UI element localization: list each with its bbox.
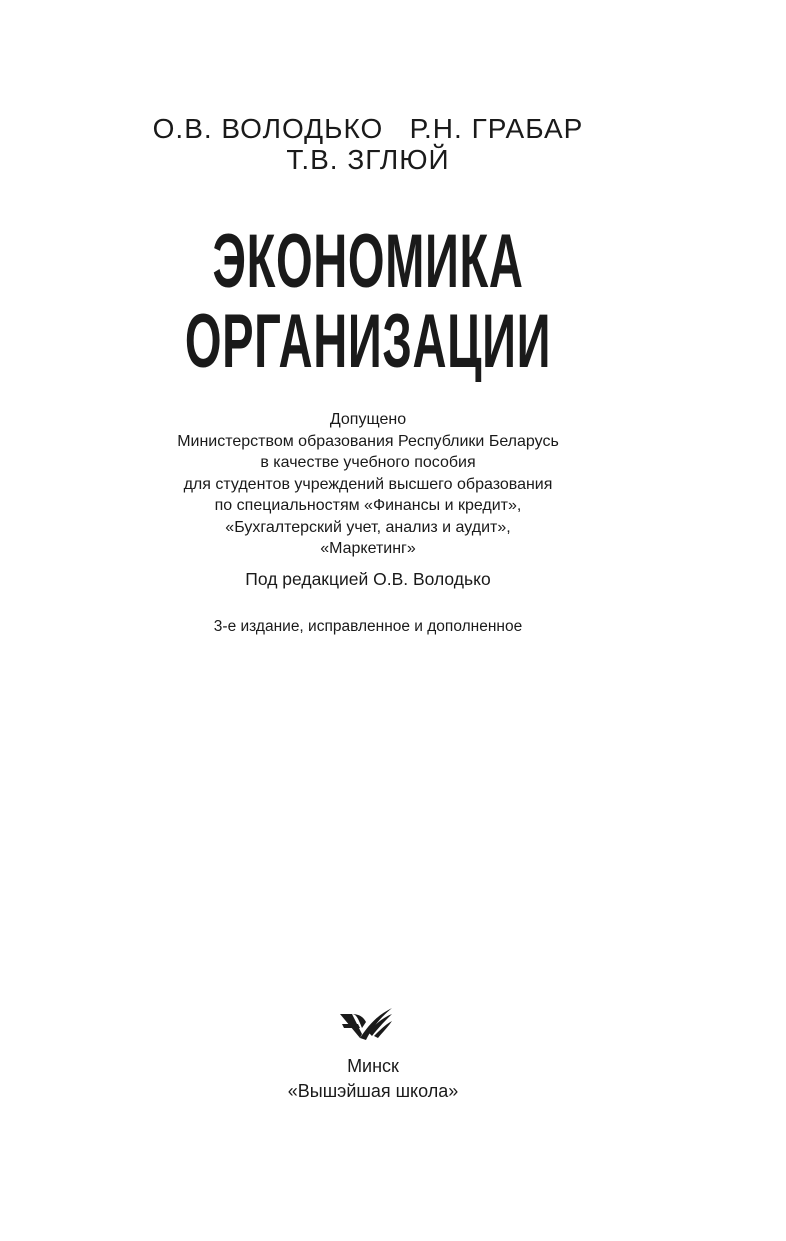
publisher-logo-icon (338, 1004, 394, 1044)
editor-credit: Под редакцией О.В. Володько (245, 569, 491, 589)
authors-line-2: Т.В. ЗГЛЮЙ (286, 144, 450, 175)
approval-line: для студентов учреждений высшего образования (183, 475, 553, 493)
authors-line-1: О.В. ВОЛОДЬКО Р.Н. ГРАБАР (152, 113, 584, 144)
book-title-line-2: ОРГАНИЗАЦИИ (184, 299, 552, 384)
approval-line: Допущено (329, 411, 407, 428)
book-title-line-1: ЭКОНОМИКА (212, 219, 524, 304)
approval-line: «Бухгалтерский учет, анализ и аудит», (225, 518, 511, 536)
approval-line: «Маркетинг» (320, 540, 416, 557)
approval-notice (0, 409, 736, 560)
publisher-name: «Вышэйшая школа» (287, 1081, 459, 1101)
approval-line: Министерством образования Республики Беларусь (177, 432, 559, 450)
publication-city: Минск (347, 1056, 399, 1076)
edition-info: 3-е издание, исправленное и дополненное (213, 618, 523, 635)
approval-line: в качестве учебного пособия (260, 454, 476, 471)
approval-line: по специальностям «Финансы и кредит», (214, 497, 522, 514)
